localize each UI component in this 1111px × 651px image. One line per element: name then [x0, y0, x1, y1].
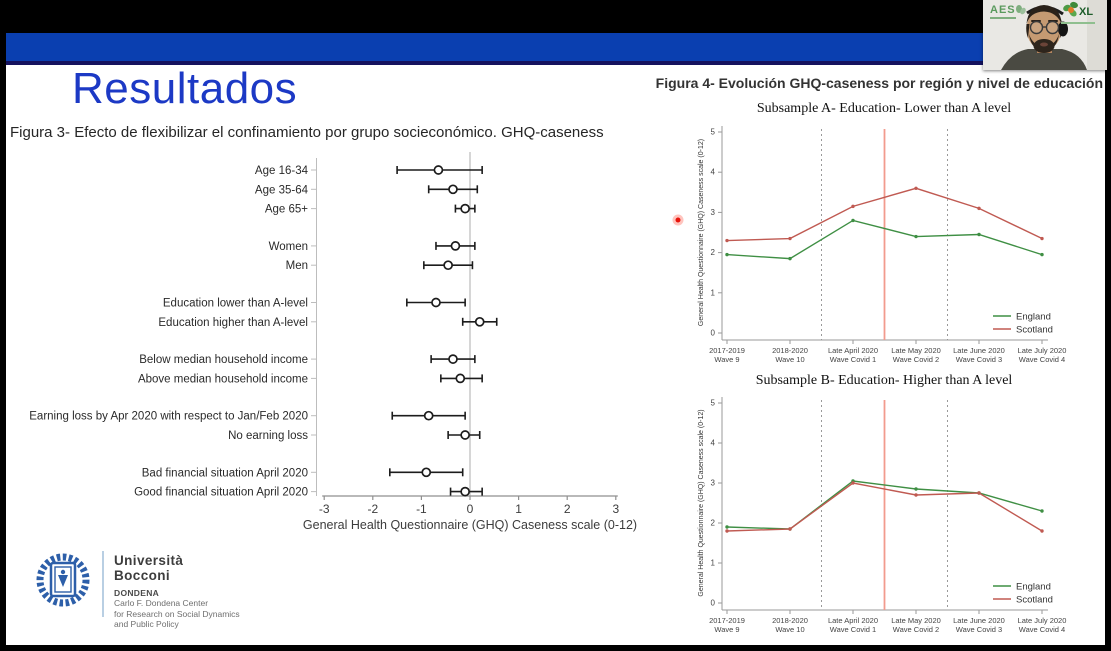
svg-text:England: England	[1016, 581, 1051, 593]
svg-text:Late April 2020: Late April 2020	[827, 616, 879, 625]
svg-text:2018-2020: 2018-2020	[772, 616, 808, 625]
svg-text:Wave Covid 4: Wave Covid 4	[1018, 625, 1066, 634]
figura3-caption: Figura 3- Efecto de flexibilizar el confinamiento por grupo socieconómico. GHQ-caseness	[10, 124, 604, 141]
svg-text:Men: Men	[285, 260, 308, 273]
svg-text:Above median household income: Above median household income	[137, 373, 308, 386]
xl-logo-label: XL	[1079, 6, 1094, 18]
svg-text:1: 1	[710, 558, 715, 568]
svg-text:Wave Covid 4: Wave Covid 4	[1018, 355, 1066, 364]
svg-text:3: 3	[710, 207, 715, 217]
aes-logo-subline	[990, 17, 1016, 19]
svg-text:Wave Covid 1: Wave Covid 1	[829, 355, 877, 364]
bocconi-crest-icon	[34, 551, 92, 609]
svg-text:2017-2019: 2017-2019	[709, 346, 745, 355]
svg-text:2017-2019: 2017-2019	[709, 616, 745, 625]
svg-text:2: 2	[563, 502, 571, 516]
university-name-line2: Bocconi	[114, 568, 171, 583]
svg-text:0: 0	[710, 598, 715, 608]
page-title: Resultados	[72, 64, 298, 113]
figura4-caption: Figura 4- Evolución GHQ-caseness por región y nivel de educación	[655, 75, 1103, 91]
svg-text:Late May 2020: Late May 2020	[891, 346, 941, 355]
svg-text:Wave Covid 3: Wave Covid 3	[955, 355, 1003, 364]
svg-text:Scotland: Scotland	[1016, 594, 1053, 606]
svg-text:Age 35-64: Age 35-64	[254, 184, 308, 197]
svg-text:0: 0	[466, 502, 474, 516]
svg-text:Subsample A- Education- Lower: Subsample A- Education- Lower than A level	[756, 101, 1012, 116]
svg-text:Late April 2020: Late April 2020	[827, 346, 879, 355]
svg-text:Wave 9: Wave 9	[714, 355, 740, 364]
svg-text:Below median household income: Below median household income	[139, 354, 308, 367]
svg-text:2018-2020: 2018-2020	[772, 346, 808, 355]
center-desc-line3: and Public Policy	[114, 619, 179, 629]
bocconi-logo-block	[34, 551, 240, 630]
blue-header-bar	[6, 33, 1105, 65]
svg-text:Wave 10: Wave 10	[775, 625, 805, 634]
svg-text:Education higher than A-level: Education higher than A-level	[158, 316, 308, 329]
svg-text:-1: -1	[416, 502, 427, 516]
university-name-line1: Università	[114, 553, 184, 568]
svg-text:4: 4	[710, 167, 715, 177]
webcam-overlay	[983, 0, 1107, 70]
center-desc-line2: for Research on Social Dynamics	[114, 608, 240, 619]
svg-text:Wave Covid 2: Wave Covid 2	[892, 625, 940, 634]
svg-text:1: 1	[710, 288, 715, 298]
svg-text:0: 0	[710, 328, 715, 338]
svg-text:Women: Women	[268, 240, 308, 253]
svg-text:3: 3	[612, 502, 620, 516]
svg-text:Subsample B- Education- Higher: Subsample B- Education- Higher than A level	[755, 373, 1013, 388]
svg-text:Late June 2020: Late June 2020	[953, 346, 1005, 355]
svg-text:Wave Covid 1: Wave Covid 1	[829, 625, 877, 634]
svg-text:2: 2	[710, 248, 715, 258]
svg-text:Wave Covid 3: Wave Covid 3	[955, 625, 1003, 634]
svg-text:3: 3	[710, 478, 715, 488]
svg-text:Age 16-34: Age 16-34	[254, 165, 308, 177]
svg-text:England: England	[1016, 311, 1051, 323]
svg-text:Age 65+: Age 65+	[264, 203, 308, 216]
svg-text:-2: -2	[367, 502, 379, 516]
top-black-bar	[6, 0, 1105, 33]
svg-text:No earning loss: No earning loss	[228, 430, 308, 442]
svg-text:1: 1	[515, 502, 522, 516]
svg-text:-3: -3	[318, 502, 330, 516]
svg-text:5: 5	[710, 127, 715, 137]
svg-text:Scotland: Scotland	[1016, 324, 1053, 336]
logo-divider	[102, 551, 104, 617]
svg-text:Education lower than A-level: Education lower than A-level	[162, 297, 308, 310]
svg-text:Late June 2020: Late June 2020	[953, 616, 1005, 625]
svg-text:4: 4	[710, 438, 715, 448]
svg-text:Late July 2020: Late July 2020	[1017, 346, 1067, 355]
svg-text:Good financial situation April: Good financial situation April 2020	[134, 486, 308, 499]
center-desc-line1: Carlo F. Dondena Center	[114, 598, 209, 608]
svg-text:Late July 2020: Late July 2020	[1017, 616, 1067, 625]
svg-text:2: 2	[710, 518, 715, 528]
svg-text:Wave 10: Wave 10	[775, 355, 805, 364]
svg-text:5: 5	[710, 398, 715, 408]
svg-text:General Health Questionnaire (: General Health Questionnaire (GHQ) Caseness scale (0-12)	[698, 409, 705, 597]
center-name: DONDENA	[114, 588, 160, 598]
svg-text:Wave Covid 2: Wave Covid 2	[892, 355, 940, 364]
svg-text:Wave 9: Wave 9	[714, 625, 740, 634]
svg-text:Bad financial situation April: Bad financial situation April 2020	[141, 467, 308, 480]
svg-text:General Health Questionnaire (: General Health Questionnaire (GHQ) Caseness scale (0-12)	[302, 518, 638, 532]
svg-text:General Health Questionnaire (: General Health Questionnaire (GHQ) Caseness scale (0-12)	[698, 138, 705, 327]
xl-logo-subline	[1061, 22, 1095, 24]
aes-logo-label: AES	[990, 4, 1016, 16]
svg-text:Late May 2020: Late May 2020	[891, 616, 941, 625]
svg-text:Earning loss by Apr 2020 with: Earning loss by Apr 2020 with respect to Jan/Feb 2020	[29, 410, 308, 423]
